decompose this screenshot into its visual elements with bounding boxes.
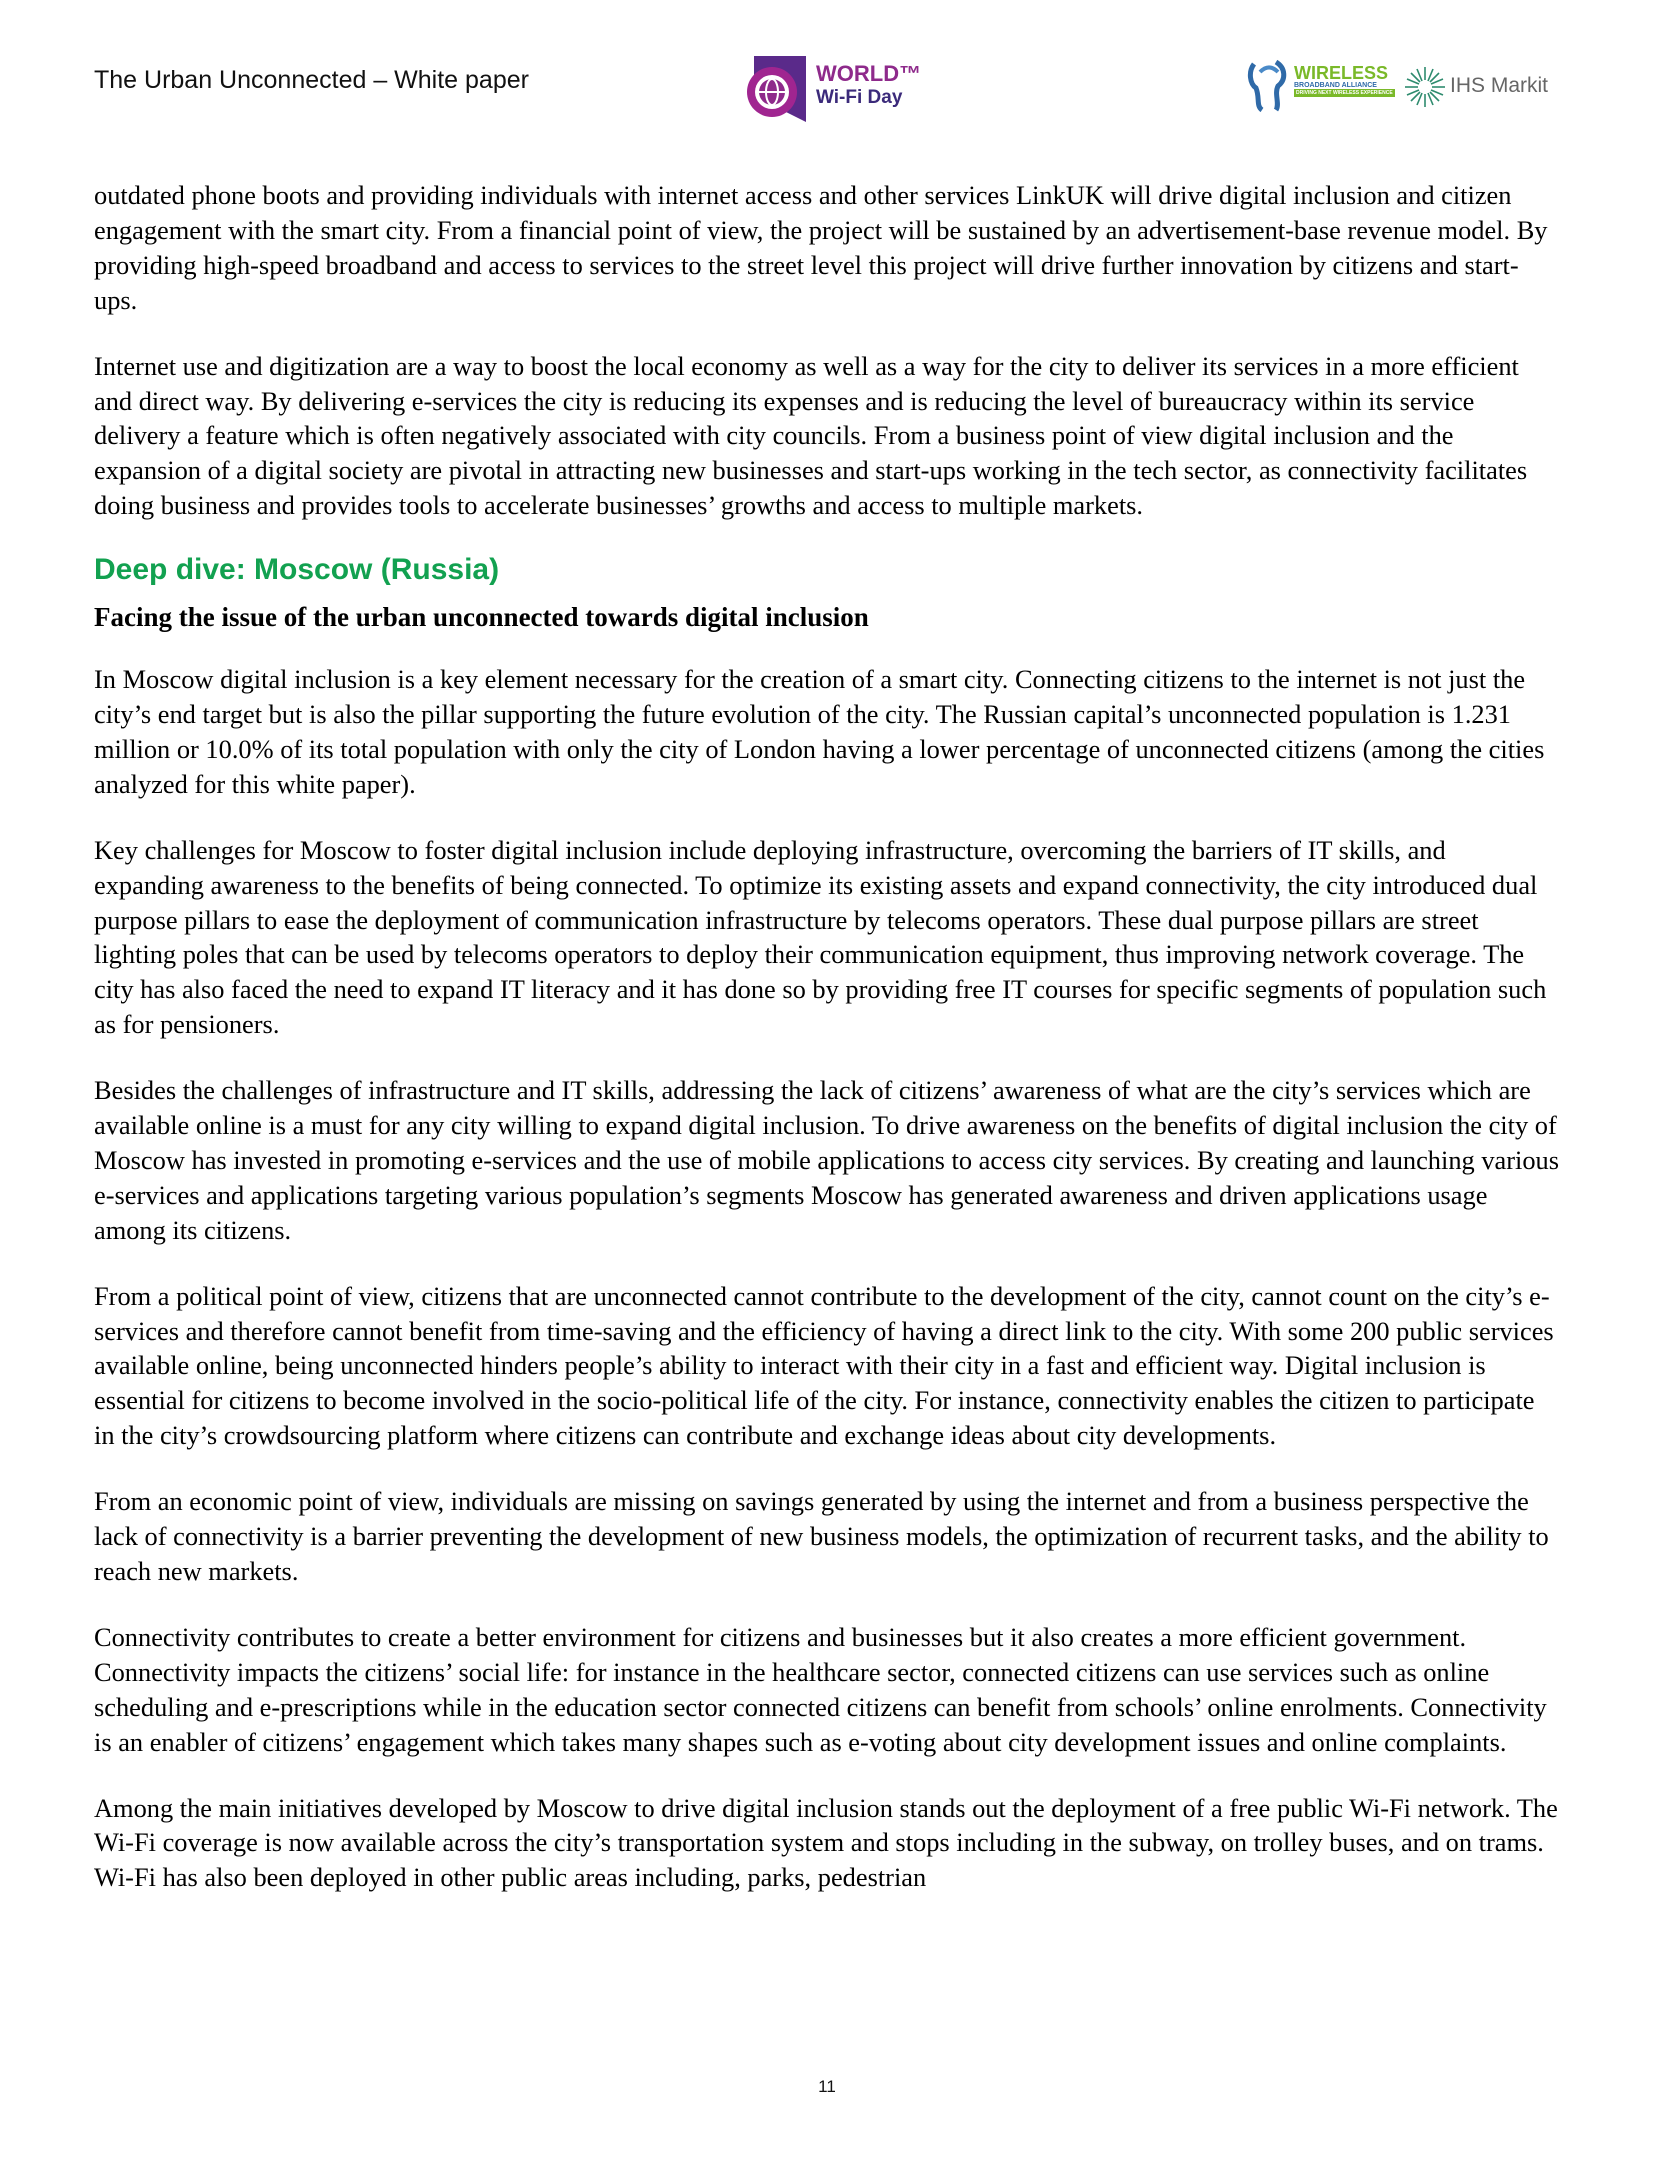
- paragraph: Connectivity contributes to create a better environment for citizens and businesses but it also creates a more efficient government. Connectivity impacts the citizens’ social life: for instance in the healthcare sector, connected citizens can use services such as online scheduling and e-prescriptions while in the education sector connected citizens can benefit from schools’ online enrolments. Connectivity is an enabler of citizens’ engagement which takes many shapes such as e-voting about city development issues and online complaints.: [94, 1621, 1547, 1757]
- ihs-markit-logo: [1404, 66, 1549, 106]
- wba-logo-line1: WIRELESS: [1294, 63, 1389, 83]
- paragraph: From an economic point of view, individuals are missing on savings generated by using the internet and from a business perspective the lack of connectivity is a barrier preventing the development of new business models, the optimization of recurrent tasks, and the ability to reach new markets.: [94, 1486, 1549, 1586]
- globe-icon: [746, 56, 812, 122]
- paragraph: Among the main initiatives developed by Moscow to drive digital inclusion stands out the deployment of a free public Wi-Fi network. The Wi-Fi coverage is now available across the city’s transportation system and stops including in the subway, on trolley buses, and on trams. Wi-Fi has also been deployed in other public areas including, parks, pedestrian: [94, 1792, 1558, 1893]
- paragraph: Internet use and digitization are a way to boost the local economy as well as a way for the city to deliver its services in a more efficient and direct way. By delivering e-services the city is reducing its expenses and is reducing the level of bureaucracy within its service delivery a feature which is often negatively associated with city councils. From a business point of view digital inclusion and the expansion of a digital society are pivotal in attracting new businesses and start-ups working in the tech sector, as connectivity facilitates doing business and provides tools to accelerate businesses’ growths and access to multiple markets.: [94, 350, 1528, 521]
- wba-logo-line3: DRIVING NEXT WIRELESS EXPERIENCE: [1296, 90, 1393, 96]
- ihs-starburst-icon: [1404, 66, 1446, 108]
- wireless-broadband-alliance-logo: [1246, 58, 1396, 112]
- paragraph: In Moscow digital inclusion is a key element necessary for the creation of a smart city. Connecting citizens to the internet is not just the city’s end target but is also the pillar supporting the future evolution of the city. The Russian capital’s unconnected population is 1.231 million or 10.0% of its total population with only the city of London having a lower percentage of unconnected citizens (among the cities analyzed for this white paper).: [94, 664, 1545, 799]
- world-wifi-day-logo: [746, 56, 922, 122]
- paragraph: From a political point of view, citizens that are unconnected cannot contribute to the development of the city, cannot count on the city’s e-services and therefore cannot benefit from time-saving and the efficiency of having a direct link to the city. With some 200 public services available online, being unconnected hinders people’s ability to interact with their city in a fast and efficient way. Digital inclusion is essential for citizens to become involved in the socio-political life of the city. For instance, connectivity enables the citizen to participate in the city’s crowdsourcing platform where citizens can contribute and exchange ideas about city developments.: [94, 1280, 1554, 1451]
- paragraph: Besides the challenges of infrastructure and IT skills, addressing the lack of citizens’ awareness of what are the city’s services which are available online is a must for any city willing to expand digital inclusion. To drive awareness on the benefits of digital inclusion the city of Moscow has invested in promoting e-services and the use of mobile applications to access city services. By creating and launching various e-services and applications targeting various population’s segments Moscow has generated awareness and driven applications usage among its citizens.: [94, 1075, 1560, 1245]
- wba-logo-line2: BROADBAND ALLIANCE: [1294, 82, 1377, 89]
- paragraph: outdated phone boots and providing individuals with internet access and other services LinkUK will drive digital inclusion and citizen engagement with the smart city. From a financial point of view, the project will be sustained by an advertisement-base revenue model. By providing high-speed broadband and access to services to the street level this project will drive further innovation by citizens and start-ups.: [94, 180, 1548, 315]
- wba-figure-icon: [1246, 58, 1292, 112]
- wwd-logo-line2: Wi-Fi Day: [816, 87, 903, 108]
- paragraph: Key challenges for Moscow to foster digital inclusion include deploying infrastructure, overcoming the barriers of IT skills, and expanding awareness to the benefits of being connected. To optimize its existing assets and expand connectivity, the city introduced dual purpose pillars to ease the deployment of communication infrastructure by telecoms operators. These dual purpose pillars are street lighting poles that can be used by telecoms operators to deploy their communication equipment, thus improving network coverage. The city has also faced the need to expand IT literacy and it has done so by providing free IT courses for specific segments of population such as for pensioners.: [94, 834, 1547, 1040]
- subsection-heading: Facing the issue of the urban unconnected towards digital inclusion: [94, 602, 869, 633]
- ihs-logo-text: IHS Markit: [1450, 74, 1549, 97]
- section-heading: Deep dive: Moscow (Russia): [94, 553, 500, 587]
- document-body: [94, 178, 1560, 1926]
- wwd-logo-line1: WORLD™: [816, 61, 922, 86]
- document-header-title: The Urban Unconnected – White paper: [94, 66, 529, 94]
- page-number: 11: [818, 2077, 836, 2096]
